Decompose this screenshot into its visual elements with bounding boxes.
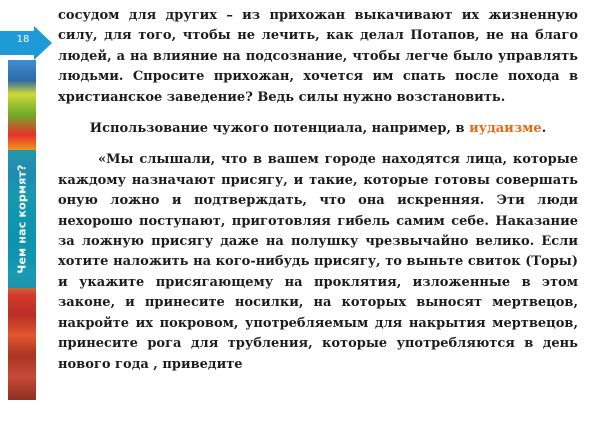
heading-accent-word: иудаизме bbox=[469, 121, 542, 137]
side-label: Чем нас кормят? bbox=[15, 164, 29, 274]
page-body bbox=[58, 6, 578, 375]
paragraph-1: сосудом для других – из прихожан выкачивают их жизненную силу, для того, чтобы не лечить, как делал Потапов, не на благо людей, а на влияние на подсознание, чтобы легче было управлять людьми. Спросите прихожан, хочется им спать после похода в христианское заведение? Ведь силы нужно возстановить. bbox=[58, 8, 578, 105]
page-number: 18 bbox=[16, 34, 30, 45]
paragraph-2: «Мы слышали, что в вашем городе находятся лица, которые каждому назначают присягу, и такие, которые готовы совершать оную ложно и подтверждать, что она искренняя. Эти люди нехорошо поступают, приготовляя гибель самим себе. Наказание за ложную присягу даже на полушку чрезвычайно велико. Если хотите наложить на кого-нибудь присягу, то выньте свиток (Торы) и укажите присягающему на проклятия, изложенные в этом законе, и принесите носилки, на которых выносят мертвецов, накройте их покровом, употребляемым для накрытия мертвецов, принесите рога для трубления, которые употребляются в день нового года , приведите bbox=[58, 152, 578, 372]
heading-end: . bbox=[541, 121, 547, 137]
heading-text: Использование чужого потенциала, например, в bbox=[89, 121, 470, 137]
section-heading bbox=[58, 119, 578, 139]
